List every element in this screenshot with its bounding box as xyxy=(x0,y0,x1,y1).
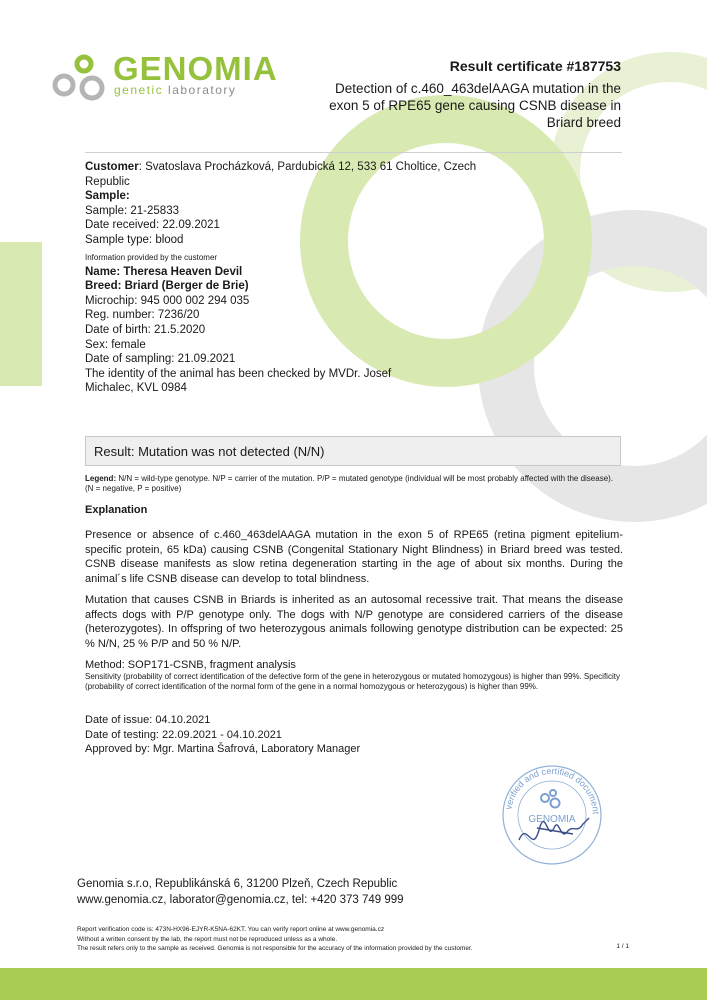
disclaimer: The result refers only to the sample as received. Genomia is not responsible for the accuracy of the information provided by the customer. xyxy=(77,945,473,952)
date-of-testing: Date of testing: 22.09.2021 - 04.10.2021 xyxy=(85,728,282,741)
method-line: Method: SOP171-CSNB, fragment analysis xyxy=(85,659,296,671)
explanation-paragraph-2: Mutation that causes CSNB in Briards is inherited as an autosomal recessive trait. That means the disease affects dogs with P/P genotype only. The dogs with N/P genotype are considered carriers of the disease (heterozygotes). In offspring of two heterozygous animals following genotype distribution can be expected: 25 % N/N, 25 % P/P and 50 % N/P. xyxy=(85,594,623,650)
identity-check-line-2: Michalec, KVL 0984 xyxy=(85,382,187,395)
footer-contact xyxy=(77,877,404,908)
result-box: Result: Mutation was not detected (N/N) xyxy=(85,436,621,466)
date-received: Date received: 22.09.2021 xyxy=(85,219,220,232)
sensitivity-note: Sensitivity (probability of correct identification of the defective form of the gene in heterozygous or mutated homozygous) is higher than 99%. Specificity (probability of correct identification of the normal form of the gene in a normal homozygous or heterozygous) is higher than 99%. xyxy=(85,672,620,691)
brand-name: GENOMIA xyxy=(113,50,278,87)
customer-line: Customer: Svatoslava Procházková, Pardubická 12, 533 61 Choltice, Czech Republic xyxy=(85,161,477,188)
company-contact: www.genomia.cz, laborator@genomia.cz, tel: +420 373 749 999 xyxy=(77,893,404,906)
sample-info-block xyxy=(85,160,515,396)
genomia-logo-icon xyxy=(50,50,110,105)
sample-id: Sample: 21-25833 xyxy=(85,204,179,217)
decorative-left-bar xyxy=(0,242,42,386)
microchip: Microchip: 945 000 002 294 035 xyxy=(85,294,250,307)
reproduction-note: Without a written consent by the lab, the report must not be reproduced unless as a whole. xyxy=(77,935,338,943)
decorative-bottom-bar xyxy=(0,968,707,1000)
header-divider xyxy=(85,152,622,153)
explanation-paragraph-1: Presence or absence of c.460_463delAAGA mutation in the exon 5 of RPE65 (retina pigment epitelium-specific protein, 65 kDa) causing CSNB (Congenital Stationary Night Blindness) in Briard breed was tested. CSNB disease manifests as slow retina degeneration starting in the age of about six months. During the animal´s life CSNB disease can develop to total blindness. xyxy=(85,529,623,585)
date-of-birth: Date of birth: 21.5.2020 xyxy=(85,323,206,336)
company-address: Genomia s.r.o, Republikánská 6, 31200 Plzeň, Czech Republic xyxy=(77,878,398,890)
svg-text:verified and certified documen: verified and certified document xyxy=(503,765,602,815)
animal-breed: Breed: Briard (Berger de Brie) xyxy=(85,280,249,293)
sex: Sex: female xyxy=(85,338,146,351)
svg-text:GENOMIA: GENOMIA xyxy=(528,814,576,825)
certification-stamp-icon xyxy=(497,760,607,870)
reg-number: Reg. number: 7236/20 xyxy=(85,309,200,322)
dates-block xyxy=(85,713,360,757)
brand-subtitle: genetic laboratory xyxy=(114,83,237,97)
animal-name: Name: Theresa Heaven Devil xyxy=(85,265,243,278)
sample-heading: Sample: xyxy=(85,190,130,203)
identity-check-line-1: The identity of the animal has been checked by MVDr. Josef xyxy=(85,367,392,380)
explanation-heading: Explanation xyxy=(85,504,148,516)
legend: Legend: N/N = wild-type genotype. N/P = carrier of the mutation. P/P = mutated genotype (individual will be most probably affected with the disease). (N = negative, P = positive) xyxy=(85,474,614,493)
certificate-description: Detection of c.460_463delAAGA mutation in the exon 5 of RPE65 gene causing CSNB disease in Briard breed xyxy=(329,81,621,130)
certificate-title: Result certificate #187753 xyxy=(449,58,621,74)
approved-by: Approved by: Mgr. Martina Šafrová, Laboratory Manager xyxy=(85,743,361,755)
verification-code: Report verification code is: 473N-HX96-EJYR-K5NA-62KT. You can verify report online at www.genomia.cz xyxy=(77,926,385,933)
date-of-issue: Date of issue: 04.10.2021 xyxy=(85,714,211,726)
page-number: 1 / 1 xyxy=(616,943,629,950)
footer-notes xyxy=(77,925,637,954)
date-of-sampling: Date of sampling: 21.09.2021 xyxy=(85,353,236,366)
sample-type: Sample type: blood xyxy=(85,233,184,246)
customer-info-note: Information provided by the customer xyxy=(85,252,218,262)
